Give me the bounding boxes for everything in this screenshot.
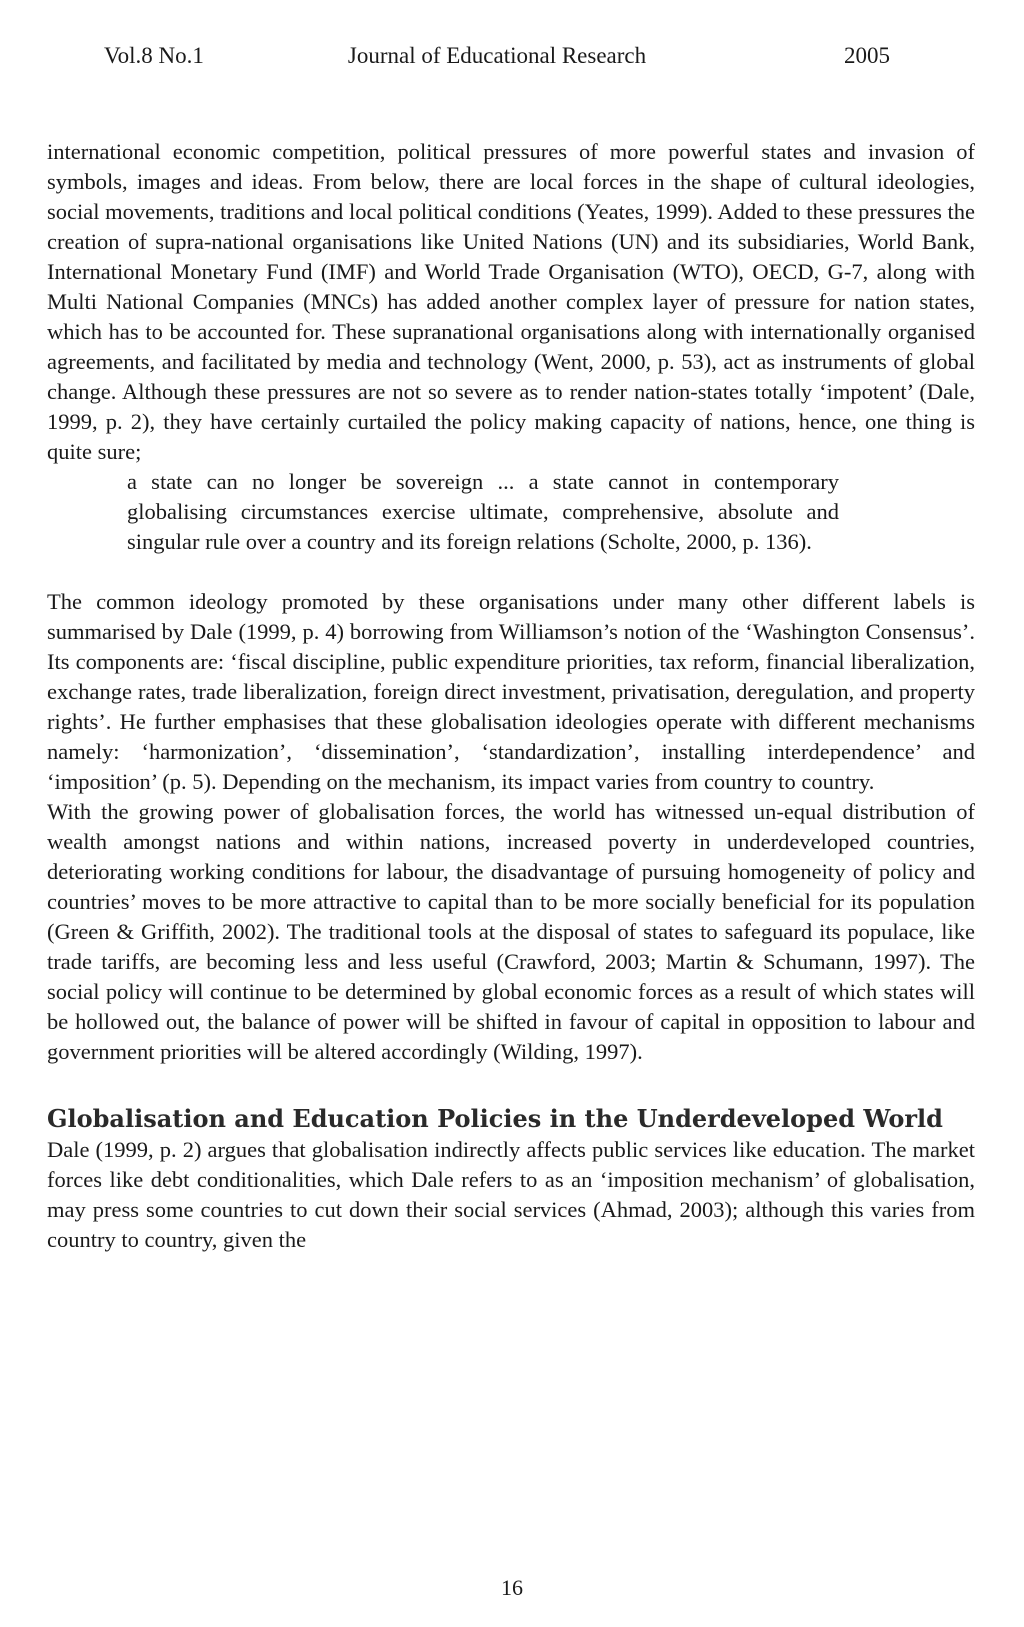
page-number: 16 bbox=[501, 1575, 523, 1600]
journal-title: Journal of Educational Research bbox=[347, 43, 647, 68]
paragraph-spacer bbox=[47, 557, 975, 587]
section-heading: Globalisation and Education Policies in the Underdeveloped World bbox=[47, 1104, 943, 1133]
block-quote: a state can no longer be sovereign ... a state cannot in contemporary globalising circumstances exercise ultimate, comprehensive, absolute and singular rule over a country and its foreign relations (Scholte, 2000, p. 136). bbox=[127, 469, 839, 554]
running-header bbox=[104, 40, 890, 72]
volume-number: Vol.8 No.1 bbox=[104, 43, 204, 68]
paragraph-3: With the growing power of globalisation forces, the world has witnessed un-equal distribution of wealth amongst nations and within nations, increased poverty in underdeveloped countries, deteriorating working conditions for labour, the disadvantage of pursuing homogeneity of policy and countries’ moves to be more attractive to capital than to be more socially beneficial for its population (Green & Griffith, 2002). The traditional tools at the disposal of states to safeguard its populace, like trade tariffs, are becoming less and less useful (Crawford, 2003; Martin & Schumann, 1997). The social policy will continue to be determined by global economic forces as a result of which states will be hollowed out, the balance of power will be shifted in favour of capital in opposition to labour and government priorities will be altered accordingly (Wilding, 1997). bbox=[47, 799, 975, 1064]
paragraph-4: Dale (1999, p. 2) argues that globalisation indirectly affects public services like education. The market forces like debt conditionalities, which Dale refers to as an ‘imposition mechanism’ of globalisation, may press some countries to cut down their social services (Ahmad, 2003); although this varies from country to country, given the bbox=[47, 1137, 975, 1252]
article-body bbox=[47, 137, 975, 1255]
paragraph-2: The common ideology promoted by these organisations under many other different labels is summarised by Dale (1999, p. 4) borrowing from Williamson’s notion of the ‘Washington Consensus’. Its components are: ‘fiscal discipline, public expenditure priorities, tax reform, financial liberalization, exchange rates, trade liberalization, foreign direct investment, privatisation, deregulation, and property rights’. He further emphasises that these globalisation ideologies operate with different mechanisms namely: ‘harmonization’, ‘dissemination’, ‘standardization’, installing interdependence’ and ‘imposition’ (p. 5). Depending on the mechanism, its impact varies from country to country. bbox=[47, 589, 975, 794]
paragraph-1: international economic competition, political pressures of more powerful states and invasion of symbols, images and ideas. From below, there are local forces in the shape of cultural ideologies, social movements, traditions and local political conditions (Yeates, 1999). Added to these pressures the creation of supra-national organisations like United Nations (UN) and its subsidiaries, World Bank, International Monetary Fund (IMF) and World Trade Organisation (WTO), OECD, G-7, along with Multi National Companies (MNCs) has added another complex layer of pressure for nation states, which has to be accounted for. These supranational organisations along with internationally organised agreements, and facilitated by media and technology (Went, 2000, p. 53), act as instruments of global change. Although these pressures are not so severe as to render nation-states totally ‘impotent’ (Dale, 1999, p. 2), they have certainly curtailed the policy making capacity of nations, hence, one thing is quite sure; bbox=[47, 139, 975, 464]
publication-year: 2005 bbox=[844, 43, 890, 68]
